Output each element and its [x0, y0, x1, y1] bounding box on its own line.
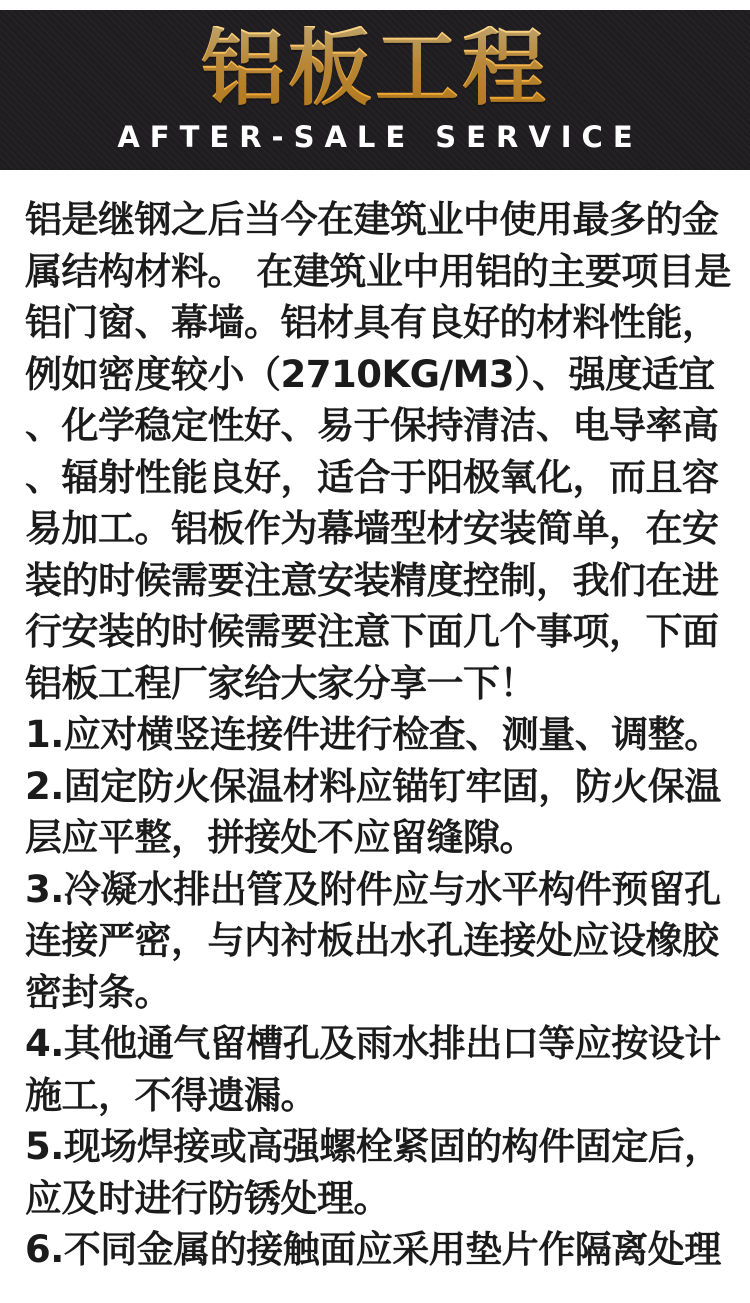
text-line: 铝是继钢之后当今在建筑业中使用最多的金	[25, 198, 719, 241]
list-item-4-line: 施工，不得遗漏。	[25, 1073, 317, 1117]
top-margin-strip	[0, 0, 750, 10]
text-line: 铝门窗、幕墙。铝材具有良好的材料性能，	[25, 301, 719, 344]
text-line: 、辐射性能良好，适合于阳极氧化，而且容	[25, 455, 719, 499]
text-line: 装的时候需要注意安装精度控制，我们在进	[25, 558, 719, 602]
list-item-2-line: 2.固定防火保温材料应锚钉牢固，防火保温	[25, 764, 721, 808]
text-line: 、化学稳定性好、易于保持清洁、电导率高	[25, 404, 719, 447]
header-banner	[0, 10, 750, 170]
article-body	[0, 170, 750, 1276]
text-line: 属结构材料。 在建筑业中用铝的主要项目是	[25, 249, 731, 293]
text-line: 铝板工程厂家给大家分享一下！	[25, 661, 536, 705]
list-item-5-line: 应及时进行防锈处理。	[25, 1176, 390, 1220]
list-item-1-line: 1.应对横竖连接件进行检查、测量、调整。	[25, 713, 721, 756]
text-line: 行安装的时候需要注意下面几个事项，下面	[25, 610, 719, 653]
list-item-2-line: 层应平整，拼接处不应留缝隙。	[25, 816, 536, 859]
list-item-5-line: 5.现场焊接或高强螺栓紧固的构件固定后，	[25, 1125, 721, 1168]
list-item-3-line: 密封条。	[25, 970, 171, 1014]
text-line: 易加工。铝板作为幕墙型材安装简单，在安	[25, 507, 719, 550]
list-item-4-line: 4.其他通气留槽孔及雨水排出口等应按设计	[25, 1022, 721, 1065]
list-item-3-line: 3.冷凝水排出管及附件应与水平构件预留孔	[25, 867, 721, 911]
list-item-3-line: 连接严密，与内衬板出水孔连接处应设橡胶	[25, 919, 719, 962]
header-subtitle: AFTER-SALE SERVICE	[117, 120, 643, 154]
text-line: 例如密度较小（2710KG/M3）、强度适宜	[25, 352, 715, 396]
list-item-6-line: 6.不同金属的接触面应采用垫片作隔离处理	[25, 1228, 721, 1271]
page-title: 铝板工程	[200, 19, 549, 117]
